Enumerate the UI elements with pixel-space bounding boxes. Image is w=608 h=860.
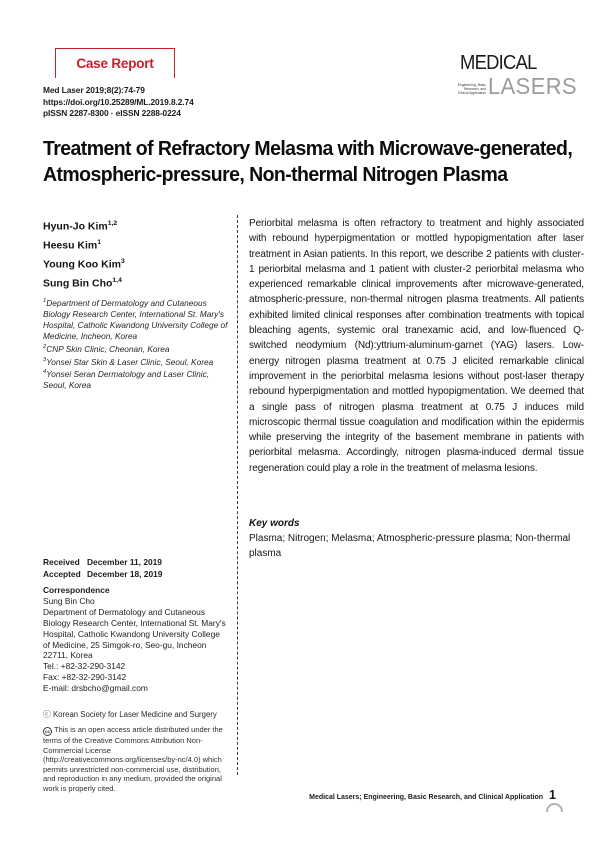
journal-citation: Med Laser 2019;8(2):74-79 [43, 85, 145, 95]
correspondence-name: Sung Bin Cho [43, 595, 95, 606]
correspondence-fax: Fax: +82-32-290-3142 [43, 672, 127, 683]
author-row: Sung Bin Cho$^{1,4}$ [43, 277, 122, 290]
article-type-label: Case Report [76, 56, 154, 71]
accepted-date-row: Accepted December 18, 2019 [43, 569, 163, 579]
author-list [43, 216, 231, 292]
logo-tagline: Engineering, Basic Research, and Clinical Application [457, 83, 486, 95]
article-type-badge [55, 48, 175, 78]
correspondence-block [43, 585, 229, 694]
journal-logo [456, 52, 596, 97]
correspondence-tel: Tel.: +82-32-290-3142 [43, 661, 126, 672]
correspondence-address: Department of Dermatology and Cutaneous Biology Research Center, International St. Mary's Hospital, Catholic Kwandong University College of Medicine, 25 Simgok-ro, Seo-gu, Incheon 22711, Korea [43, 606, 226, 661]
title-line-2: Atmospheric-pressure, Non-thermal Nitrogen Plasma [43, 163, 508, 186]
doi-link[interactable]: https://doi.org/10.25289/ML.2019.8.2.74 [43, 96, 194, 107]
keywords-list: Plasma; Nitrogen; Melasma; Atmospheric-pressure plasma; Non-thermal plasma [249, 533, 571, 559]
affiliation-item: $^3$Yonsei Star Skin & Laser Clinic, Seoul, Korea [43, 356, 214, 367]
citation-block [43, 85, 194, 120]
copyright-holder: Korean Society for Laser Medicine and Surgery [52, 710, 217, 719]
page-footer [150, 788, 556, 802]
abstract-paragraph: Periorbital melasma is often refractory to treatment and highly associated with rebound hyperpigmentation or mottled hypopigmentation after laser treatment in Asian patients. In this report, we describe 2 patients with cluster-1 periorbital melasma and 1 patient with cluster-2 periorbital melasma who experienced remarkable clinical improvements after microwave-generated, atmospheric-pressure, non-thermal nitrogen plasma treatments. All patients exhibited limited clinical responses after combination treatments with topical bleaching agents, systemic oral tranexamic acid, and low-fluenced Q-switched neodymium (Nd):yttrium-aluminum-garnet (YAG) lasers. Low-energy nitrogen plasma treatment at 0.75 J elicited remarkable clinical improvement in the periorbital melasma lesions without post-laser therapy rebound hyperpigmentation and mottled hypopigmentation. We deemed that a single pass of nitrogen plasma treatment at 0.75 J induces mild microscopic thermal tissue coagulation and modification within the epidermis while preserving the integrity of the basement membrane in patients with periorbital melasma. Accordingly, nitrogen plasma-induced dermal tissue regeneration could play a role in the treatment of melasma lesions. [249, 218, 584, 474]
page-number: 1 [549, 788, 556, 802]
license-text: This is an open access article distributed under the terms of the Creative Commons Attribution Non-Commercial License (http://creativecommons.org/licenses/by-nc/4.0) which permits unrestricted non-commercial use, distribution, and reproduction in any medium, provided the original work is properly cited. [43, 725, 223, 793]
article-title [43, 136, 575, 188]
column-divider [237, 215, 238, 775]
logo-word-medical: MEDICAL [460, 52, 537, 74]
author-row: Young Koo Kim$^3$ [43, 258, 125, 271]
correspondence-heading: Correspondence [43, 585, 110, 595]
copyright-line [43, 709, 229, 720]
footer-journal-name: Medical Lasers; Engineering, Basic Research, and Clinical Application [309, 794, 544, 801]
copyright-symbol: ⓒ [43, 710, 51, 719]
keywords-heading: Key words [249, 518, 300, 529]
affiliation-item: $^1$Department of Dermatology and Cutaneous Biology Research Center, International St. Mary's Hospital, Catholic Kwandong University College of Medicine, Incheon, Korea [43, 297, 228, 341]
author-row: Hyun-Jo Kim$^{1,2}$ [43, 220, 118, 233]
correspondence-email[interactable]: E-mail: drsbcho@gmail.com [43, 683, 148, 694]
affiliation-item: $^4$Yonsei Seran Dermatology and Laser Clinic, Seoul, Korea [43, 369, 210, 391]
logo-word-lasers: LASERS [488, 73, 578, 99]
affiliation-list [43, 296, 229, 391]
affiliation-item: $^2$CNP Skin Clinic, Cheonan, Korea [43, 343, 170, 354]
issn-line: pISSN 2287-8300 · eISSN 2288-0224 [43, 108, 181, 118]
history-dates [43, 556, 231, 580]
creative-commons-icon: cc [44, 729, 51, 734]
received-date-row: Received December 11, 2019 [43, 557, 162, 567]
footer-arc-mark [546, 803, 563, 812]
title-line-1: Treatment of Refractory Melasma with Microwave-generated, [43, 137, 573, 160]
license-paragraph [43, 725, 229, 793]
author-row: Heesu Kim$^1$ [43, 239, 102, 252]
